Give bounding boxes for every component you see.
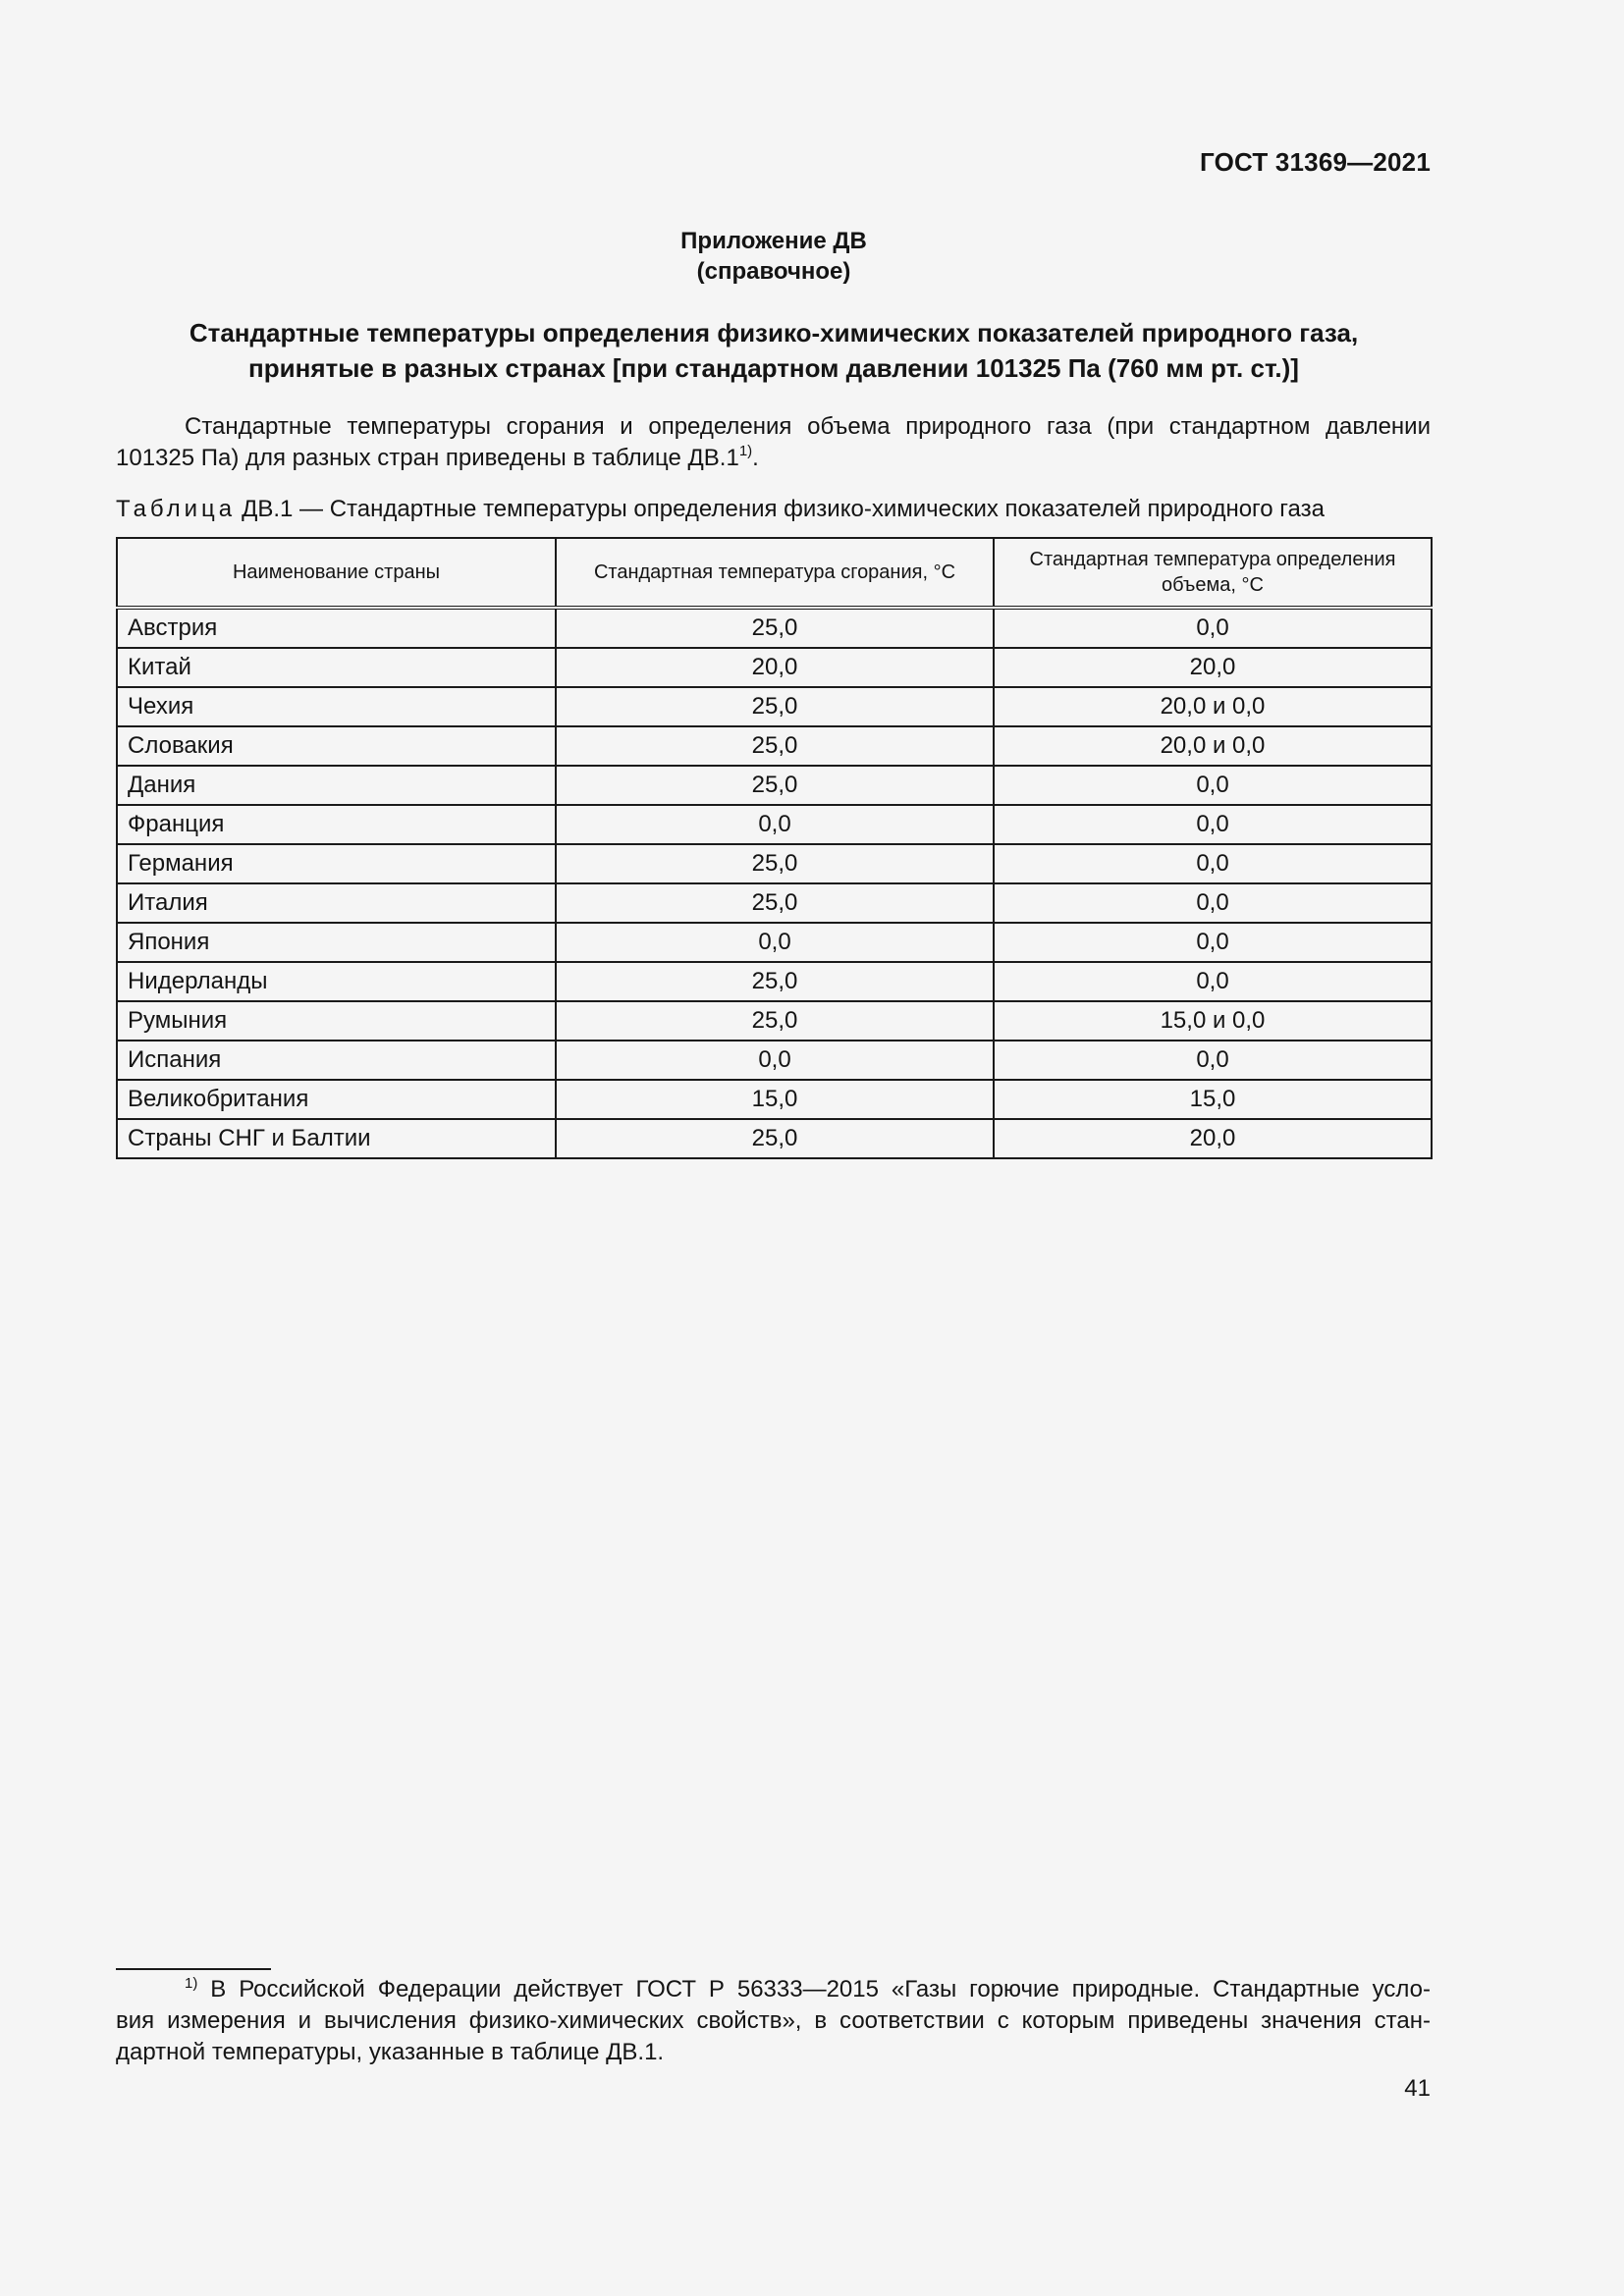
document-id: ГОСТ 31369—2021 — [1200, 147, 1431, 177]
page-number: 41 — [1404, 2075, 1431, 2102]
table-row — [117, 844, 1432, 883]
appendix-heading — [0, 226, 1547, 287]
table-row — [117, 805, 1432, 844]
footnote — [116, 1974, 1431, 2068]
intro-line-2: 101325 Па) для разных стран приведены в таблице ДВ.1 — [116, 445, 739, 471]
footnote-mark: 1) — [185, 1975, 198, 1992]
cell-volume-temp: 0,0 — [994, 883, 1432, 923]
cell-country: Великобритания — [117, 1080, 556, 1119]
table-row — [117, 923, 1432, 962]
appendix-title: Приложение ДВ — [680, 228, 867, 254]
cell-volume-temp: 0,0 — [994, 1041, 1432, 1080]
intro-footnote-mark[interactable]: 1) — [738, 443, 753, 459]
temperature-table — [116, 537, 1433, 1159]
cell-combustion-temp: 25,0 — [556, 726, 994, 766]
cell-volume-temp: 15,0 и 0,0 — [994, 1001, 1432, 1041]
footnote-divider — [116, 1968, 271, 1970]
cell-country: Дания — [117, 766, 556, 805]
table-caption — [116, 495, 1325, 524]
cell-country: Нидерланды — [117, 962, 556, 1001]
table-row — [117, 648, 1432, 687]
table-row — [117, 608, 1432, 648]
cell-country: Япония — [117, 923, 556, 962]
table-row — [117, 726, 1432, 766]
footnote-line-1: В Российской Федерации действует ГОСТ Р 56333—2015 «Газы горючие природные. Стандартные усло- — [210, 1976, 1431, 2002]
cell-combustion-temp: 0,0 — [556, 1041, 994, 1080]
cell-country: Китай — [117, 648, 556, 687]
footnote-line-1-wrap — [116, 1974, 1431, 2005]
table-caption-label: Таблица — [116, 496, 237, 522]
cell-volume-temp: 0,0 — [994, 844, 1432, 883]
cell-combustion-temp: 25,0 — [556, 608, 994, 648]
cell-country: Словакия — [117, 726, 556, 766]
cell-combustion-temp: 15,0 — [556, 1080, 994, 1119]
cell-combustion-temp: 25,0 — [556, 883, 994, 923]
cell-volume-temp: 0,0 — [994, 608, 1432, 648]
cell-country: Германия — [117, 844, 556, 883]
header-volume-temp: Стандартная температура определения объема, °С — [994, 538, 1432, 608]
intro-line-2-wrap — [116, 443, 1431, 474]
cell-volume-temp: 0,0 — [994, 923, 1432, 962]
appendix-subtitle: (справочное) — [696, 258, 851, 285]
cell-volume-temp: 0,0 — [994, 962, 1432, 1001]
cell-volume-temp: 20,0 — [994, 648, 1432, 687]
intro-line-2-end: . — [752, 445, 759, 471]
cell-volume-temp: 0,0 — [994, 805, 1432, 844]
cell-country: Румыния — [117, 1001, 556, 1041]
table-row — [117, 1080, 1432, 1119]
cell-country: Страны СНГ и Балтии — [117, 1119, 556, 1158]
cell-volume-temp: 15,0 — [994, 1080, 1432, 1119]
cell-combustion-temp: 0,0 — [556, 805, 994, 844]
header-combustion-temp: Стандартная температура сгорания, °С — [556, 538, 994, 608]
cell-volume-temp: 0,0 — [994, 766, 1432, 805]
intro-line-1: Стандартные температуры сгорания и определения объема природного газа (при стандартном давлении — [185, 413, 1431, 440]
table-row — [117, 883, 1432, 923]
table-row — [117, 1001, 1432, 1041]
section-title-line-2: принятые в разных странах [при стандартном давлении 101325 Па (760 мм рт. ст.)] — [248, 353, 1299, 383]
cell-combustion-temp: 25,0 — [556, 687, 994, 726]
header-country: Наименование страны — [117, 538, 556, 608]
table-caption-text: ДВ.1 — Стандартные температуры определения физико-химических показателей природного газа — [242, 496, 1325, 522]
table-body — [117, 608, 1432, 1158]
cell-country: Франция — [117, 805, 556, 844]
section-title-line-1: Стандартные температуры определения физико-химических показателей природного газа, — [189, 318, 1359, 347]
cell-country: Испания — [117, 1041, 556, 1080]
cell-combustion-temp: 25,0 — [556, 1001, 994, 1041]
cell-combustion-temp: 0,0 — [556, 923, 994, 962]
table-header-row — [117, 538, 1432, 608]
cell-country: Австрия — [117, 608, 556, 648]
intro-paragraph — [116, 411, 1431, 474]
cell-volume-temp: 20,0 и 0,0 — [994, 726, 1432, 766]
cell-country: Чехия — [117, 687, 556, 726]
cell-combustion-temp: 25,0 — [556, 766, 994, 805]
cell-country: Италия — [117, 883, 556, 923]
cell-volume-temp: 20,0 и 0,0 — [994, 687, 1432, 726]
table-row — [117, 766, 1432, 805]
footnote-line-2: вия измерения и вычисления физико-химических свойств», в соответствии с которым приведены значения стан- — [116, 2007, 1431, 2034]
table-row — [117, 687, 1432, 726]
footnote-line-3: дартной температуры, указанные в таблице ДВ.1. — [116, 2039, 665, 2065]
cell-combustion-temp: 25,0 — [556, 844, 994, 883]
table-row — [117, 1041, 1432, 1080]
cell-combustion-temp: 20,0 — [556, 648, 994, 687]
table-row — [117, 1119, 1432, 1158]
cell-combustion-temp: 25,0 — [556, 1119, 994, 1158]
cell-volume-temp: 20,0 — [994, 1119, 1432, 1158]
cell-combustion-temp: 25,0 — [556, 962, 994, 1001]
table-row — [117, 962, 1432, 1001]
section-title — [116, 315, 1432, 386]
